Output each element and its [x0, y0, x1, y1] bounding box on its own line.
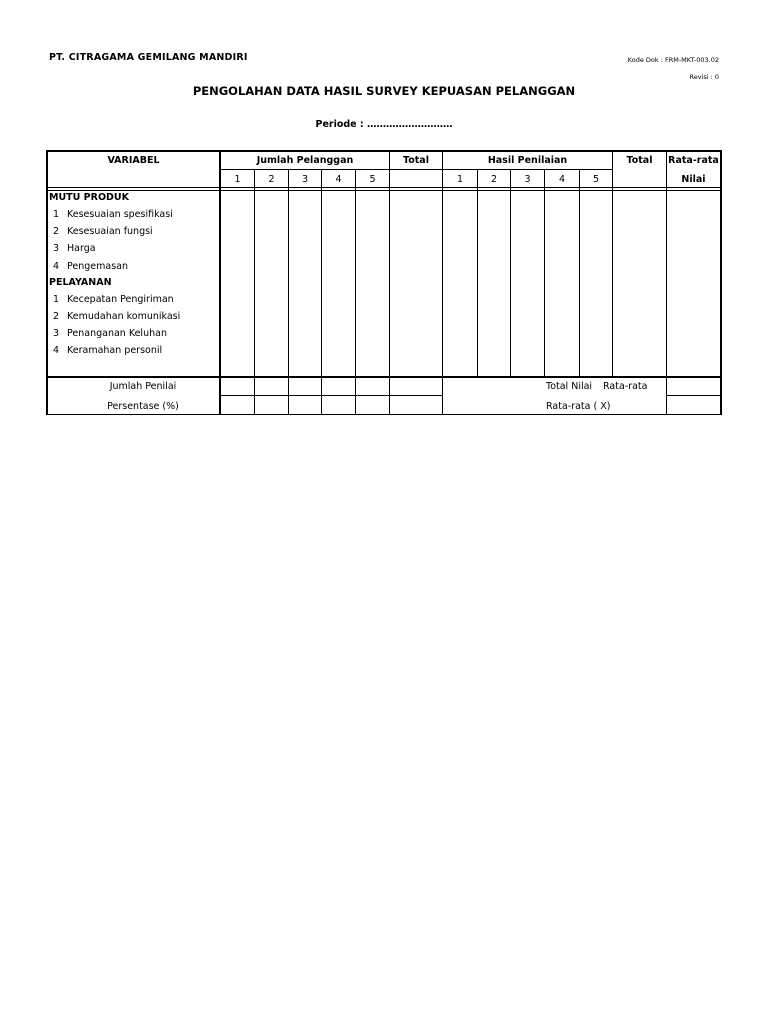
header-variabel: VARIABEL	[107, 155, 160, 166]
vline-jp-2	[288, 169, 289, 415]
section-title-mutu-produk: MUTU PRODUK	[49, 192, 129, 203]
vline-hp-2	[510, 169, 511, 377]
score-header-hp-3: 3	[524, 174, 531, 185]
item-number: 1	[53, 294, 60, 305]
score-header-hp-2: 2	[490, 174, 498, 185]
vline-jp-total	[389, 150, 390, 415]
item-label: Kesesuaian fungsi	[67, 226, 153, 237]
header-total-2: Total	[626, 155, 653, 166]
item-number: 1	[53, 209, 60, 220]
line-body-end	[46, 376, 722, 378]
item-label: Keramahan personil	[67, 345, 163, 356]
vline-jp-4	[355, 169, 356, 415]
vline-hp-3	[544, 169, 545, 377]
score-header-hp-1: 1	[456, 174, 464, 185]
item-number: 3	[53, 243, 60, 254]
header-rata-rata: Rata-rata	[668, 155, 719, 166]
line-header-end	[46, 187, 722, 188]
header-jumlah-pelanggan: Jumlah Pelanggan	[256, 155, 354, 166]
item-label: Kecepatan Pengiriman	[67, 294, 174, 305]
page-title: PENGOLAHAN DATA HASIL SURVEY KEPUASAN PELANGGAN	[192, 84, 576, 98]
score-header-jp-1: 1	[234, 174, 241, 185]
line-header-end-2	[46, 190, 722, 191]
item-number: 3	[53, 328, 60, 339]
header-total: Total	[403, 155, 429, 166]
footer-rata-rata: Rata-rata	[603, 381, 648, 392]
score-header-hp-5: 5	[592, 174, 600, 185]
table-border-bottom	[46, 414, 722, 415]
item-number: 2	[53, 311, 60, 322]
vline-total	[442, 150, 443, 415]
score-header-hp-4: 4	[558, 174, 566, 185]
vline-hp-total	[612, 150, 613, 377]
footer-total-nilai: Total Nilai	[546, 381, 593, 392]
score-header-jp-3: 3	[301, 174, 309, 185]
revision-label: Revisi : 0	[689, 73, 719, 81]
vline-jp-1	[254, 169, 255, 415]
vline-jp-3	[321, 169, 322, 415]
footer-rata-rata-x: Rata-rata ( X)	[546, 401, 611, 412]
item-number: 2	[53, 226, 60, 237]
vline-hp-4	[579, 169, 580, 377]
footer-jumlah-penilai: Jumlah Penilai	[109, 381, 177, 392]
item-label: Kemudahan komunikasi	[67, 311, 181, 322]
period-label: Periode : ………………………	[315, 119, 453, 130]
item-label: Pengemasan	[67, 261, 128, 272]
vline-hp-1	[477, 169, 478, 377]
header-nilai: Nilai	[681, 174, 706, 185]
header-hasil-penilaian: Hasil Penilaian	[487, 155, 568, 166]
item-number: 4	[53, 345, 60, 356]
vline-total2	[666, 150, 667, 415]
item-number: 4	[53, 261, 60, 272]
vline-variabel	[219, 150, 221, 415]
section-title-pelayanan: PELAYANAN	[49, 277, 112, 288]
document-code: Kode Dok : FRM-MKT-003.02	[627, 56, 719, 64]
item-label: Harga	[67, 243, 96, 254]
score-header-jp-5: 5	[369, 174, 376, 185]
item-label: Penanganan Keluhan	[67, 328, 167, 339]
footer-persentase: Persentase (%)	[107, 401, 179, 412]
table-border-top	[46, 150, 722, 152]
item-label: Kesesuaian spesifikasi	[67, 209, 173, 220]
line-subheader-2	[443, 169, 613, 170]
survey-table	[46, 150, 722, 416]
score-header-jp-2: 2	[268, 174, 275, 185]
score-header-jp-4: 4	[335, 174, 342, 185]
company-name: PT. CITRAGAMA GEMILANG MANDIRI	[49, 52, 248, 63]
line-footer-mid-2	[667, 395, 721, 396]
